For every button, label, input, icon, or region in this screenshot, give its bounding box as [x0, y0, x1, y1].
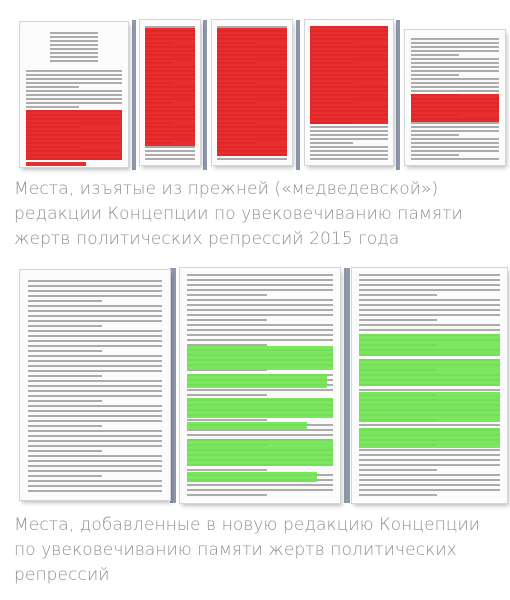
text-line — [187, 484, 333, 486]
text-line — [411, 38, 499, 40]
text-line — [359, 474, 500, 476]
text-line — [28, 410, 162, 412]
text-line — [187, 289, 333, 291]
document-page-scan — [405, 30, 505, 165]
text-line — [359, 424, 500, 426]
text-line — [145, 154, 195, 156]
text-line — [26, 82, 122, 84]
removed-pages-strip — [0, 0, 510, 170]
added-passage-highlight — [187, 398, 333, 418]
text-line — [28, 470, 162, 472]
text-line — [28, 350, 102, 352]
added-passage-highlight — [359, 392, 500, 422]
text-line — [411, 66, 499, 68]
text-line — [359, 389, 500, 391]
text-line — [187, 434, 333, 436]
text-line — [359, 489, 500, 491]
text-line — [187, 489, 333, 491]
text-line — [28, 395, 162, 397]
added-passage-highlight — [187, 346, 333, 370]
text-line — [26, 70, 122, 72]
text-line — [28, 385, 162, 387]
text-line — [187, 274, 333, 276]
removed-passage-highlight — [26, 162, 86, 166]
text-line — [50, 32, 98, 34]
text-line — [411, 42, 499, 44]
text-line — [28, 445, 162, 447]
text-line — [145, 158, 195, 160]
removed-passage-highlight — [26, 110, 122, 160]
text-line — [187, 299, 333, 301]
document-page-scan — [180, 268, 340, 503]
added-passage-highlight — [187, 374, 327, 388]
text-line — [187, 279, 333, 281]
page-separator — [344, 268, 350, 503]
text-line — [411, 90, 499, 92]
text-line — [28, 375, 102, 377]
text-line — [359, 279, 500, 281]
text-line — [28, 370, 162, 372]
text-line — [187, 294, 267, 296]
text-line — [50, 44, 98, 46]
text-line — [28, 415, 162, 417]
text-line — [28, 390, 162, 392]
added-pages-strip — [0, 268, 510, 503]
text-line — [411, 50, 499, 52]
text-line — [28, 480, 162, 482]
text-line — [28, 340, 162, 342]
text-line — [411, 146, 499, 148]
text-line — [187, 324, 333, 326]
text-line — [187, 329, 333, 331]
text-line — [411, 62, 499, 64]
text-line — [28, 430, 162, 432]
text-line — [28, 440, 162, 442]
removed-passage-highlight — [411, 94, 499, 122]
document-page-scan — [305, 20, 393, 165]
text-line — [26, 74, 122, 76]
text-line — [187, 419, 267, 421]
text-line — [310, 138, 388, 140]
text-line — [359, 324, 500, 326]
text-line — [145, 146, 195, 148]
text-line — [359, 299, 500, 301]
text-line — [359, 454, 500, 456]
text-line — [28, 425, 102, 427]
text-line — [310, 154, 388, 156]
text-line — [50, 36, 98, 38]
text-line — [28, 335, 162, 337]
text-line — [187, 319, 267, 321]
text-line — [359, 304, 500, 306]
text-line — [411, 134, 459, 136]
text-line — [187, 389, 333, 391]
page-separator — [203, 20, 207, 170]
text-line — [359, 479, 500, 481]
text-line — [310, 130, 388, 132]
text-line — [411, 54, 459, 56]
document-page-scan — [20, 270, 170, 500]
removed-passages-caption: Места, изъятые из прежней («медведевской») редакции Концепции по увековечиванию памяти жертв политических репрессий 2015 года — [14, 179, 463, 249]
text-line — [28, 300, 102, 302]
added-passage-highlight — [359, 360, 500, 386]
page-separator — [396, 20, 400, 170]
text-line — [28, 420, 162, 422]
text-line — [411, 86, 499, 88]
text-line — [28, 295, 162, 297]
text-line — [359, 294, 437, 296]
text-line — [26, 90, 122, 92]
text-line — [411, 46, 499, 48]
text-line — [411, 138, 499, 140]
text-line — [359, 329, 500, 331]
text-line — [187, 469, 267, 471]
text-line — [411, 82, 499, 84]
text-line — [28, 455, 162, 457]
text-line — [187, 309, 333, 311]
text-line — [28, 450, 102, 452]
added-passage-highlight — [187, 422, 307, 430]
removed-passage-highlight — [217, 28, 287, 156]
text-line — [28, 355, 162, 357]
text-line — [28, 315, 162, 317]
text-line — [187, 339, 333, 341]
text-line — [411, 122, 499, 124]
text-line — [28, 485, 162, 487]
text-line — [310, 126, 388, 128]
added-passage-highlight — [187, 472, 317, 482]
text-line — [28, 325, 102, 327]
text-line — [359, 494, 437, 496]
document-page-scan — [352, 268, 507, 503]
text-line — [187, 334, 333, 336]
text-line — [411, 154, 459, 156]
text-line — [359, 469, 437, 471]
text-line — [28, 360, 162, 362]
added-passage-highlight — [359, 428, 500, 448]
text-line — [411, 70, 499, 72]
text-line — [411, 58, 499, 60]
text-line — [28, 405, 162, 407]
text-line — [28, 400, 102, 402]
text-line — [359, 274, 500, 276]
text-line — [28, 345, 162, 347]
text-line — [50, 52, 98, 54]
text-line — [310, 158, 388, 160]
text-line — [28, 285, 162, 287]
text-line — [26, 98, 122, 100]
text-line — [187, 304, 333, 306]
text-line — [50, 48, 98, 50]
text-line — [359, 464, 500, 466]
text-line — [26, 86, 79, 88]
text-line — [187, 394, 267, 396]
text-line — [359, 284, 500, 286]
text-line — [411, 150, 499, 152]
text-line — [310, 142, 353, 144]
text-line — [28, 310, 162, 312]
text-line — [217, 158, 287, 160]
text-line — [187, 314, 333, 316]
text-line — [187, 284, 333, 286]
text-line — [50, 40, 98, 42]
text-line — [359, 484, 500, 486]
text-line — [26, 78, 122, 80]
text-line — [411, 142, 499, 144]
text-line — [28, 290, 162, 292]
removed-passage-highlight — [145, 28, 195, 146]
text-line — [50, 60, 98, 62]
text-line — [28, 380, 162, 382]
text-line — [28, 460, 162, 462]
text-line — [310, 134, 388, 136]
text-line — [359, 449, 500, 451]
text-line — [359, 319, 437, 321]
text-line — [28, 435, 162, 437]
text-line — [310, 150, 388, 152]
removed-passage-highlight — [310, 26, 388, 124]
text-line — [28, 475, 102, 477]
text-line — [26, 102, 122, 104]
text-line — [28, 330, 162, 332]
text-line — [359, 289, 500, 291]
text-line — [28, 490, 162, 492]
text-line — [411, 78, 499, 80]
added-passage-highlight — [187, 440, 333, 466]
text-line — [28, 465, 162, 467]
text-line — [411, 74, 459, 76]
text-line — [50, 56, 98, 58]
text-line — [28, 320, 162, 322]
text-line — [28, 305, 162, 307]
text-line — [28, 365, 162, 367]
text-line — [26, 106, 79, 108]
text-line — [411, 130, 499, 132]
page-separator — [170, 268, 176, 503]
text-line — [411, 158, 499, 160]
text-line — [359, 314, 500, 316]
document-page-scan — [20, 22, 128, 167]
text-line — [145, 150, 195, 152]
page-separator — [296, 20, 300, 170]
document-page-scan — [140, 20, 200, 165]
document-page-scan — [212, 20, 292, 165]
added-passages-caption: Места, добавленные в новую редакцию Концепции по увековечиванию памяти жертв политических репрессий — [14, 515, 481, 585]
added-passage-highlight — [359, 334, 500, 356]
text-line — [310, 146, 388, 148]
text-line — [26, 94, 122, 96]
text-line — [359, 459, 500, 461]
page-separator — [132, 20, 136, 170]
text-line — [359, 309, 500, 311]
text-line — [28, 280, 162, 282]
text-line — [411, 126, 499, 128]
text-line — [187, 494, 267, 496]
